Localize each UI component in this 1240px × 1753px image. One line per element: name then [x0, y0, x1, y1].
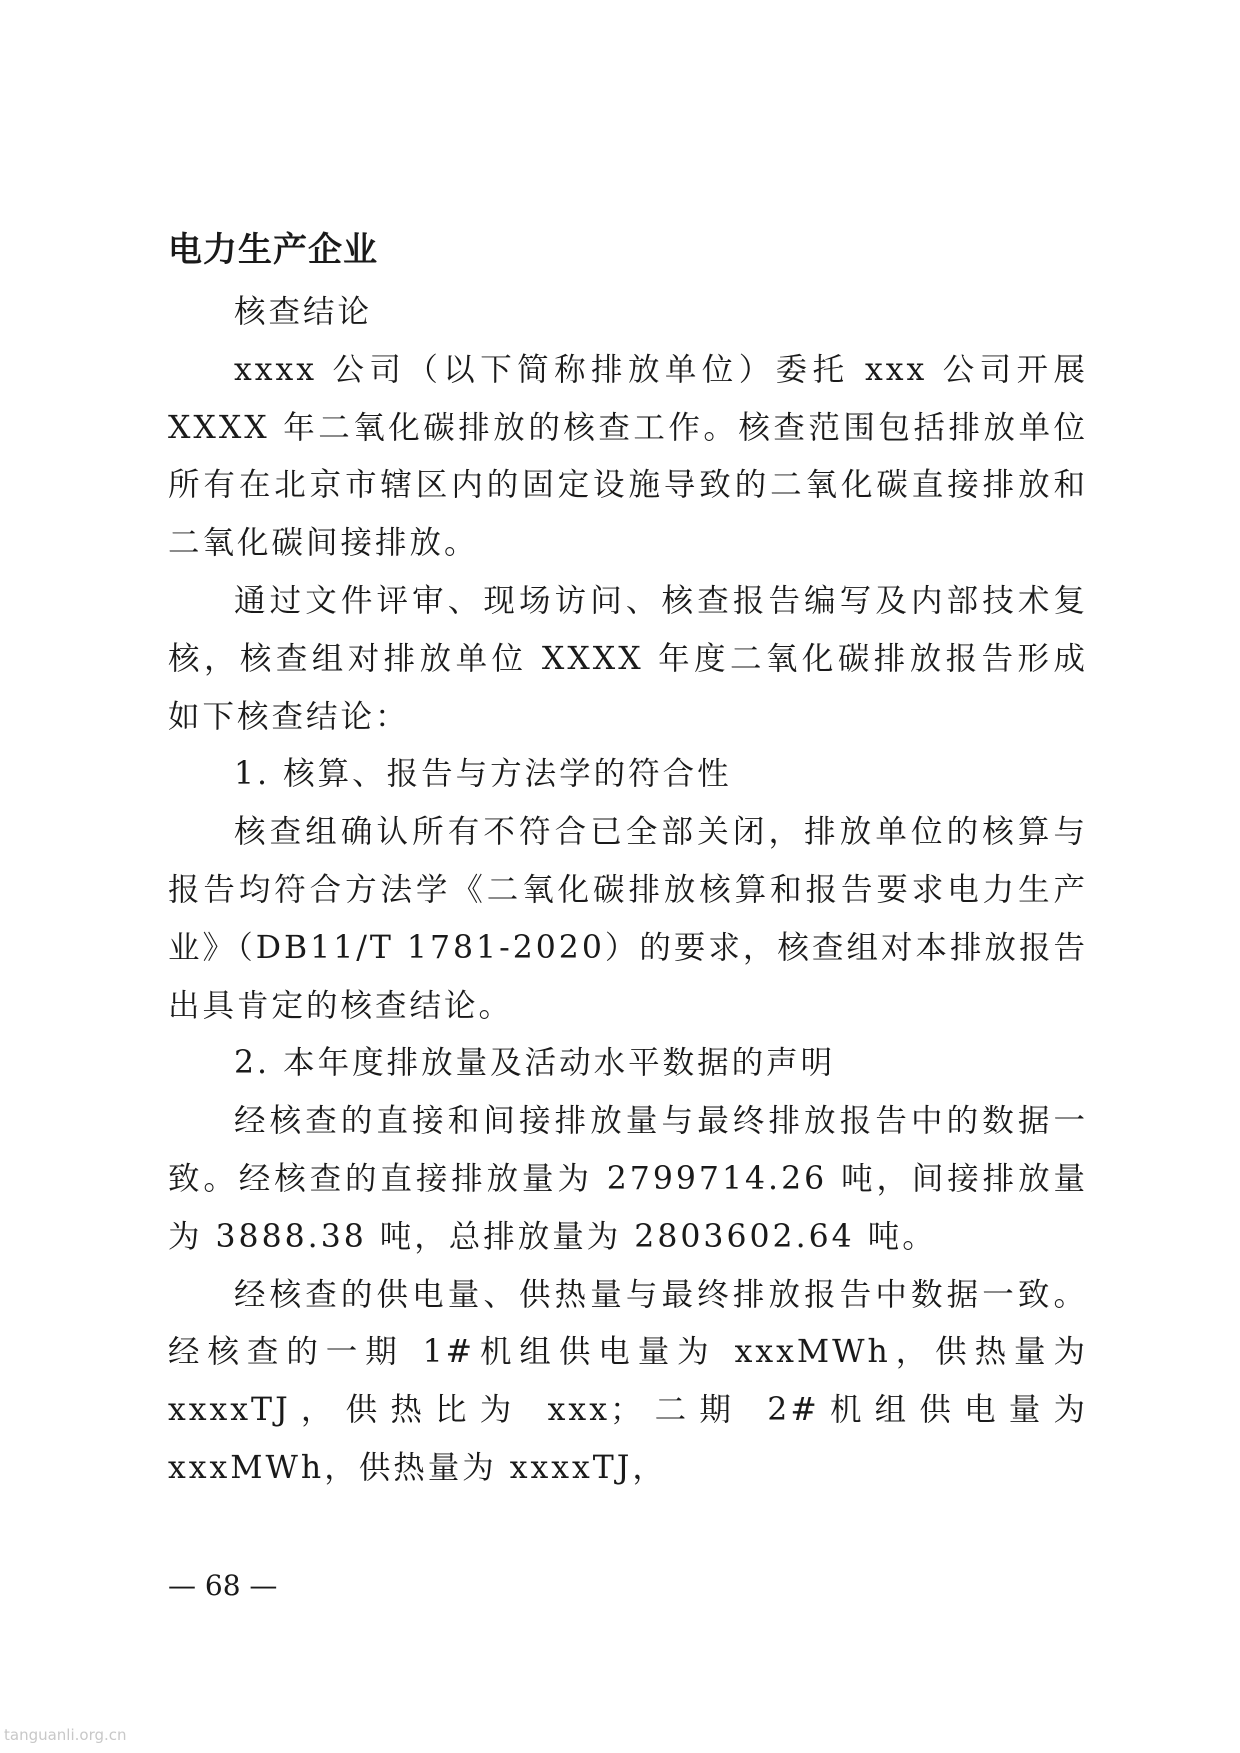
paragraph-conclusion-title: 核查结论	[234, 294, 373, 330]
page-number: — 68 —	[168, 1569, 278, 1602]
paragraph-scope: xxxx 公司（以下简称排放单位）委托 xxx 公司开展 XXXX 年二氧化碳排放的核查工作。核查范围包括排放单位所有在北京市辖区内的固定设施导致的二氧化碳直接排放和二氧化碳间接排放。	[168, 351, 1088, 562]
paragraph-item-1-title: 1. 核算、报告与方法学的符合性	[234, 756, 732, 793]
paragraph-review-process: 通过文件评审、现场访问、核查报告编写及内部技术复核，核查组对排放单位 XXXX 年度二氧化碳排放报告形成如下核查结论：	[168, 582, 1088, 735]
site-watermark: tanguanli.org.cn	[4, 1726, 127, 1744]
paragraph-emissions: 经核查的直接和间接排放量与最终排放报告中的数据一致。经核查的直接排放量为 2799714.26 吨，间接排放量为 3888.38 吨，总排放量为 2803602.64 吨。	[168, 1103, 1088, 1255]
document-body	[168, 284, 1088, 1498]
paragraph-item-2-title: 2. 本年度排放量及活动水平数据的声明	[234, 1045, 836, 1082]
section-heading: 电力生产企业	[168, 230, 378, 270]
paragraph-power-heat-supply: 经核查的供电量、供热量与最终排放报告中数据一致。经核查的一期 1#机组供电量为 xxxMWh，供热量为 xxxxTJ，供热比为 xxx；二期 2#机组供电量为 xxxMWh，供热量为 xxxxTJ，	[168, 1276, 1088, 1486]
paragraph-compliance: 核查组确认所有不符合已全部关闭，排放单位的核算与报告均符合方法学《二氧化碳排放核算和报告要求电力生产业》（DB11/T 1781-2020）的要求，核查组对本排放报告出具肯定的核查结论。	[168, 814, 1088, 1024]
